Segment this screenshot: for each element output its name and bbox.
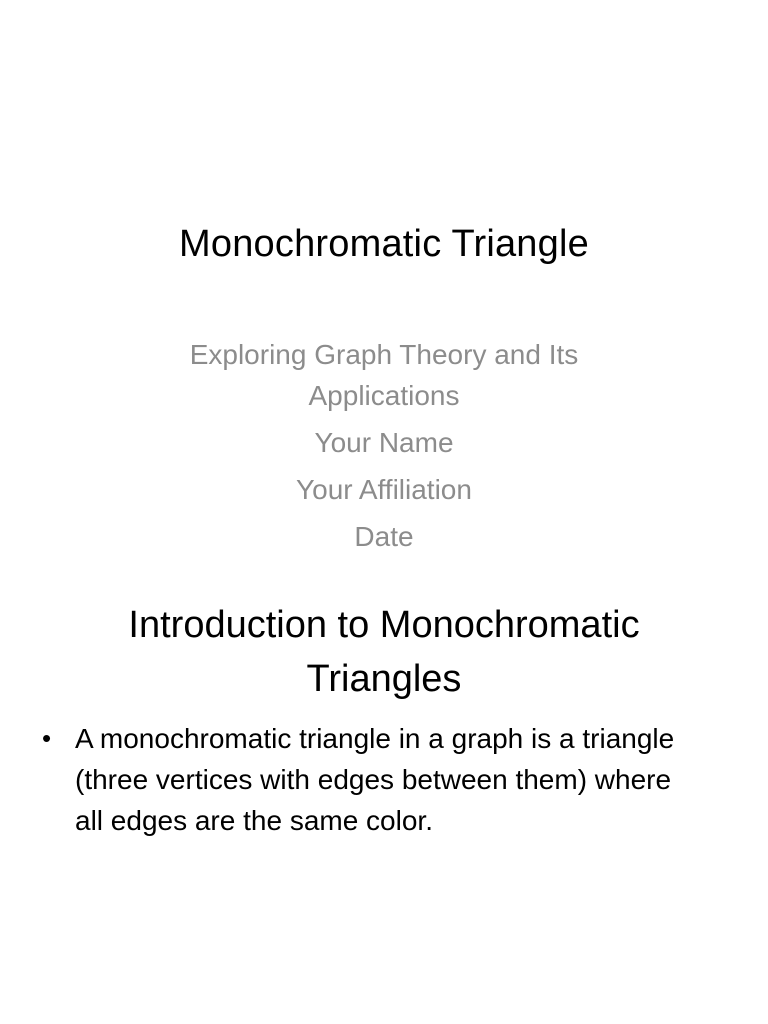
presentation-date: Date — [354, 521, 414, 552]
bullet-list — [42, 718, 702, 841]
author-affiliation: Your Affiliation — [296, 474, 472, 505]
bullet-item — [42, 718, 702, 841]
subtitle-line-2: Applications — [308, 380, 460, 411]
author-name: Your Name — [314, 427, 454, 458]
bullet-point-icon: • — [42, 723, 52, 753]
section-heading-line-2: Triangles — [306, 658, 462, 700]
subtitle-block — [120, 334, 648, 557]
bullet-text: A monochromatic triangle in a graph is a triangle (three vertices with edges between them) where all edges are the same color. — [75, 723, 675, 836]
slide-title: Monochromatic Triangle — [179, 223, 589, 265]
section-heading-line-1: Introduction to Monochromatic — [128, 604, 640, 646]
subtitle-line-1: Exploring Graph Theory and Its — [189, 339, 579, 370]
section-heading — [40, 598, 728, 706]
